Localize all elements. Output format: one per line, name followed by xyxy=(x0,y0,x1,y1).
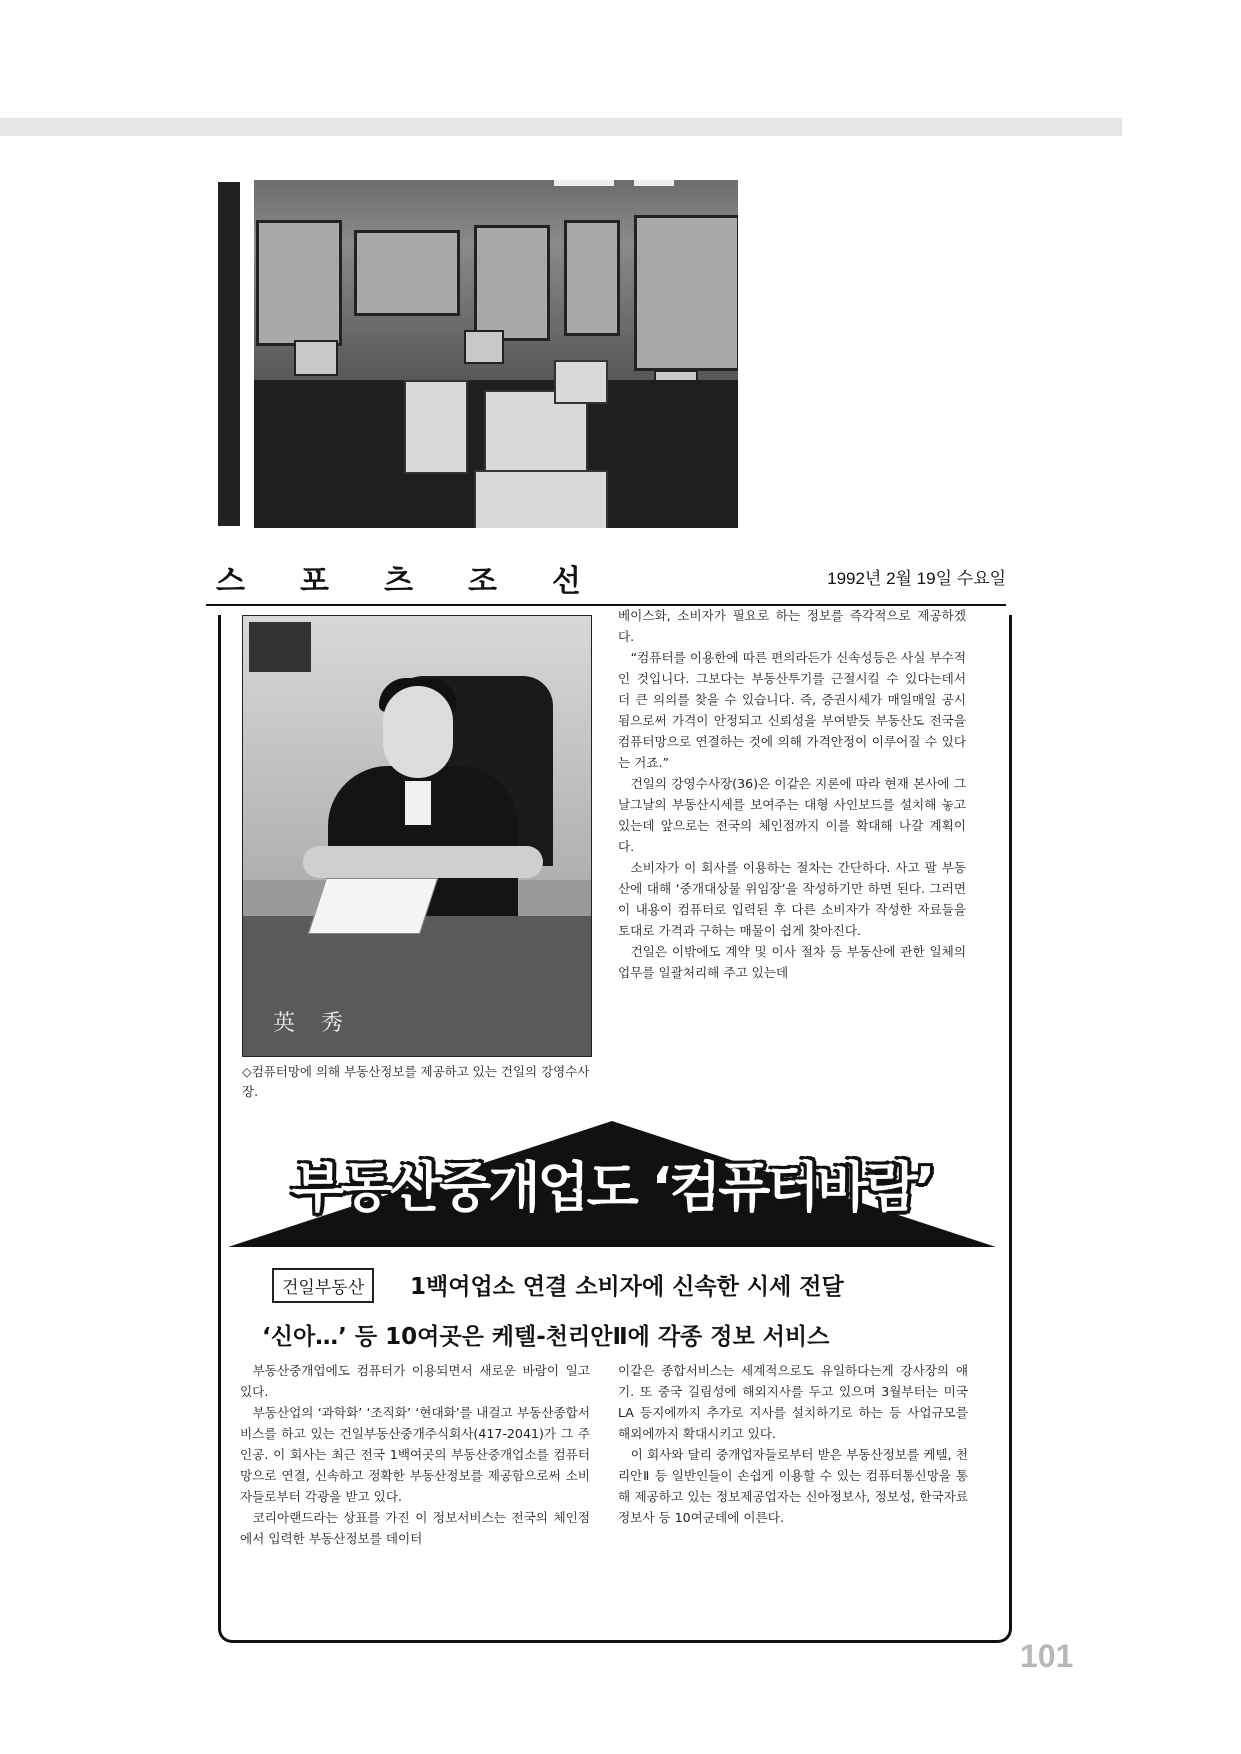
paragraph: 코리아랜드라는 상표를 가진 이 정보서비스는 전국의 체인점에서 입력한 부동산정보를 데이터 xyxy=(240,1510,590,1546)
office-image xyxy=(254,180,738,528)
newspaper-title: 스포츠조선 xyxy=(216,564,636,599)
page-number: 101 xyxy=(1020,1638,1074,1674)
company-tag: 건일부동산 xyxy=(272,1268,374,1303)
paragraph: 베이스화, 소비자가 필요로 하는 정보를 즉각적으로 제공하겠다. xyxy=(618,608,966,644)
paragraph: 소비자가 이 회사를 이용하는 절차는 간단하다. 사고 팔 부동산에 대해 ‘중개대상물 위임장’을 작성하기만 하면 된다. 그러면 이 내용이 컴퓨터로 입력된 후 다른 소비자가 작성한 자료들을 토대로 가격과 구하는 매물이 쉽게 찾아진다. xyxy=(618,860,966,938)
paragraph: 이같은 종합서비스는 세계적으로도 유일하다는게 강사장의 얘기. 또 중국 길림성에 해외지사를 두고 있으며 3월부터는 미국 LA 등지에까지 추가로 지사를 설치하기로 하는 등 사업규모를 해외에까지 확대시키고 있다. xyxy=(618,1363,968,1441)
article-column-right-top xyxy=(618,605,966,983)
headline-banner xyxy=(228,1115,996,1250)
headline: 부동산중개업도 ‘컴퓨터바람’ xyxy=(291,1156,933,1219)
subheadline-1 xyxy=(272,1268,972,1304)
newspaper-masthead xyxy=(206,552,1006,606)
office-photo xyxy=(218,180,738,528)
photo-caption: ◇컴퓨터망에 의해 부동산정보를 제공하고 있는 건일의 강영수사장. xyxy=(242,1064,590,1099)
portrait-photo xyxy=(242,615,592,1057)
paragraph: 부동산중개업에도 컴퓨터가 이용되면서 새로운 바람이 일고 있다. xyxy=(240,1363,590,1399)
paragraph: “컴퓨터를 이용한에 따른 편의라든가 신속성등은 사실 부수적인 것입니다. 그보다는 부동산투기를 근절시킬 수 있다는데서 더 큰 의의를 찾을 수 있습니다. 즉, 증권시세가 매일매일 공시됨으로써 가격이 안정되고 신뢰성을 부여받듯 부동산도 전국을 컴퓨터망으로 연결하는 것에 의해 가격안정이 이루어질 수 있다는 거죠.” xyxy=(618,650,966,770)
photo-side-bar xyxy=(218,182,240,526)
article-column-bottom-right xyxy=(618,1360,968,1528)
top-band xyxy=(0,118,1122,136)
newspaper-date: 1992년 2월 19일 수요일 xyxy=(827,569,1006,588)
paragraph: 건일의 강영수사장(36)은 이같은 지론에 따라 현재 본사에 그날그날의 부동산시세를 보여주는 대형 사인보드를 설치해 놓고 있는데 앞으로는 전국의 체인점까지 이를 확대해 나갈 계획이다. xyxy=(618,776,966,854)
paragraph: 부동산업의 ‘과학화’ ‘조직화’ ‘현대화’를 내걸고 부동산종합서비스를 하고 있는 건일부동산중개주식회사(417-2041)가 그 주인공. 이 회사는 최근 전국 1백여곳의 부동산중개업소를 컴퓨터망으로 연결, 신속하고 정확한 부동산정보를 제공함으로써 소비자들로부터 각광을 받고 있다. xyxy=(240,1405,590,1504)
subheadline-text-1: 1백여업소 연결 소비자에 신속한 시세 전달 xyxy=(410,1274,844,1300)
photo-signature: 英秀 xyxy=(273,1011,370,1036)
paragraph: 이 회사와 달리 중개업자들로부터 받은 부동산정보를 케텔, 천리안Ⅱ 등 일반인들이 손쉽게 이용할 수 있는 컴퓨터통신망을 통해 제공하고 있는 정보제공업자는 신아정보사, 정보성, 한국자료정보사 등 10여군데에 이른다. xyxy=(618,1447,968,1525)
paragraph: 건일은 이밖에도 계약 및 이사 절차 등 부동산에 관한 일체의 업무를 일괄처리해 주고 있는데 xyxy=(618,944,966,980)
article-column-bottom-left xyxy=(240,1360,590,1549)
subheadline-2: ‘신아…’ 등 10여곳은 케텔-천리안Ⅱ에 각종 정보 서비스 xyxy=(262,1324,830,1350)
